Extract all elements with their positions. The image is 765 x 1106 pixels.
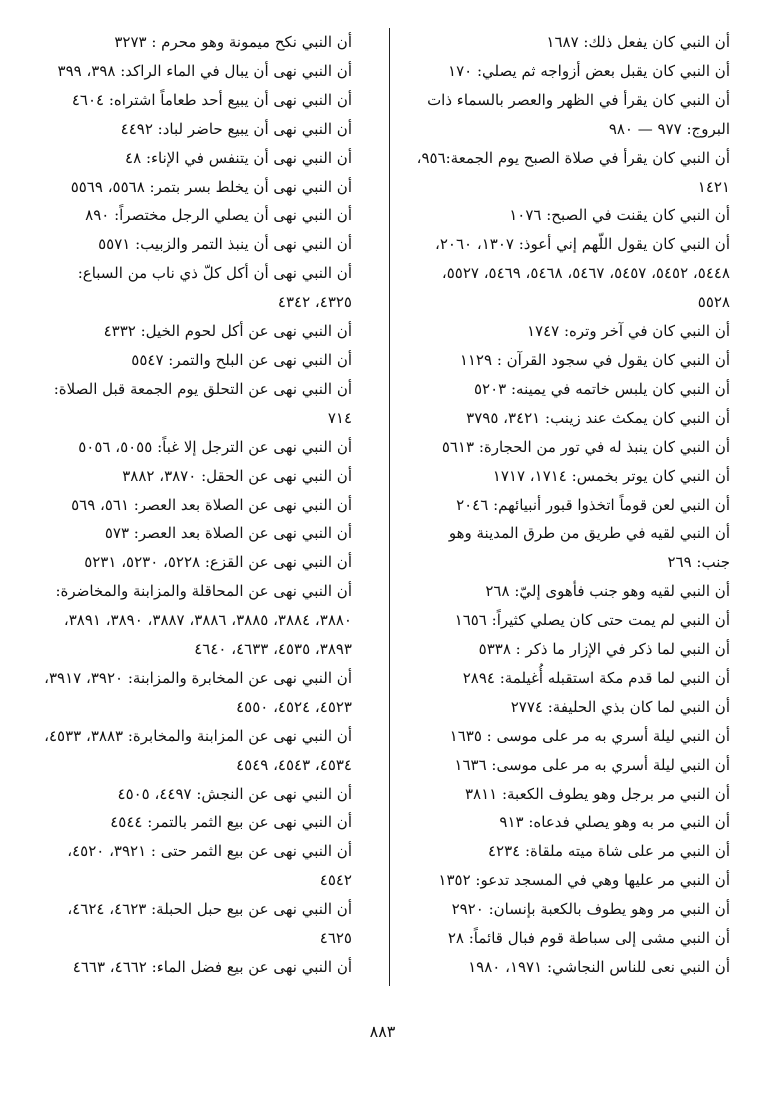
index-entry: أن النبي نهى عن المحاقلة والمزابنة والمخاضرة: ٣٨٨٠، ٣٨٨٤، ٣٨٨٥، ٣٨٨٦، ٣٨٨٧، ٣٨٩٠، ٣٨٩١، ٣٨٩٣، ٤٥٣٥، ٤٦٣٣، ٤٦٤٠: [55, 582, 352, 659]
index-entry: أن النبي نهى أن يبيع حاضر لباد: ٤٤٩٢: [120, 119, 352, 138]
index-entry: أن النبي لعن قوماً اتخذوا قبور أنبيائهم: ٢٠٤٦: [456, 495, 730, 514]
index-entry: أن النبي نهى أن ينبذ التمر والزبيب: ٥٥٧١: [98, 235, 352, 254]
index-entry: أن النبي كان في آخر وتره: ١٧٤٧: [526, 322, 730, 341]
left-column: [40, 28, 352, 982]
index-entry: أن النبي نهى عن بيع الثمر حتى : ٣٩٢١، ٤٥٢٠، ٤٥٤٢: [67, 842, 352, 890]
column-divider: [389, 28, 390, 986]
index-entry: أن النبي كان ينبذ له في تور من الحجارة: ٥٦١٣: [441, 437, 730, 456]
index-entry: أن النبي نهى أن يبيع أحد طعاماً اشتراه: ٤٦٠٤: [71, 90, 352, 109]
index-entry: أن النبي كان يمكث عند زينب: ٣٤٢١، ٣٧٩٥: [466, 408, 730, 427]
index-entry: أن النبي كان يقبل بعض أزواجه ثم يصلي: ١٧٠: [448, 61, 730, 80]
index-entry: أن النبي لما كان بذي الحليفة: ٢٧٧٤: [510, 697, 730, 716]
index-entry: أن النبي كان يفعل ذلك: ١٦٨٧: [546, 33, 730, 51]
index-entry: أن النبي كان يقول اللّهم إني أعوذ: ١٣٠٧، ٢٠٦٠، ٥٤٤٨، ٥٤٥٢، ٥٤٥٧، ٥٤٦٧، ٥٤٦٨، ٥٤٦٩، ٥٥٢٧، ٥٥٢٨: [435, 235, 730, 312]
index-entry: أن النبي لقيه وهو جنب فأهوى إليّ: ٢٦٨: [485, 582, 730, 601]
index-entry: أن النبي كان يقرأ في صلاة الصبح يوم الجمعة:٩٥٦، ١٤٢١: [416, 148, 730, 196]
index-entry: أن النبي كان يوتر بخمس: ١٧١٤، ١٧١٧: [492, 466, 730, 485]
index-entry: أن النبي نهى أن يصلي الرجل مختصراً: ٨٩٠: [85, 206, 352, 225]
index-entry: أن النبي مر به وهو يصلي فدعاه: ٩١٣: [499, 813, 730, 832]
index-entry: أن النبي مشى إلى سباطة قوم فبال قائماً: ٢٨: [447, 929, 730, 948]
index-entry: أن النبي نهى عن بيع الثمر بالتمر: ٤٥٤٤: [110, 813, 352, 832]
index-entry: أن النبي لما ذكر في الإزار ما ذكر : ٥٣٣٨: [478, 640, 730, 659]
page-number: ٨٨٣: [369, 1022, 396, 1041]
index-entry: أن النبي مر على شاة ميته ملقاة: ٤٢٣٤: [487, 842, 730, 861]
index-entry: أن النبي نهى عن البلح والتمر: ٥٥٤٧: [131, 350, 352, 369]
index-entry: أن النبي كان يلبس خاتمه في يمينه: ٥٢٠٣: [473, 379, 730, 398]
index-entry: أن النبي نهى عن الصلاة بعد العصر: ٥٦١، ٥٦٩: [71, 495, 352, 514]
index-entry: أن النبي نهى عن المزابنة والمخابرة: ٣٨٨٣، ٤٥٣٣، ٤٥٣٤، ٤٥٤٣، ٤٥٤٩: [44, 726, 352, 774]
index-entry: أن النبي نهى أن أكل كلّ ذي ناب من السباع: ٤٣٢٥، ٤٣٤٢: [77, 264, 352, 312]
index-entry: أن النبي كان يقول في سجود القرآن : ١١٢٩: [459, 350, 730, 369]
index-entry: أن النبي نهى أن يخلط بسر بتمر: ٥٥٦٨، ٥٥٦٩: [70, 177, 352, 196]
index-entry: أن النبي نهى عن النجش: ٤٤٩٧، ٤٥٠٥: [117, 784, 352, 803]
index-entry: أن النبي لم يمت حتى كان يصلي كثيراً: ١٦٥٦: [454, 611, 730, 630]
index-entry: أن النبي كان يقرأ في الظهر والعصر بالسماء ذات البروج: ٩٧٧ — ٩٨٠: [427, 90, 730, 138]
index-entry: أن النبي كان يقنت في الصبح: ١٠٧٦: [509, 206, 730, 225]
index-entry: أن النبي نهى عن الترجل إلا غباً: ٥٠٥٥، ٥٠٥٦: [78, 437, 352, 456]
index-entry: أن النبي نهى عن بيع حبل الحبلة: ٤٦٢٣، ٤٦٢٤، ٤٦٢٥: [67, 900, 352, 948]
right-column: [412, 28, 730, 982]
index-entry: أن النبي نهى عن الحقل: ٣٨٧٠، ٣٨٨٢: [122, 466, 352, 485]
index-entry: أن النبي نعى للناس النجاشي: ١٩٧١، ١٩٨٠: [468, 958, 730, 976]
index-entry: أن النبي نهى عن المخابرة والمزابنة: ٣٩٢٠، ٣٩١٧، ٤٥٢٣، ٤٥٢٤، ٤٥٥٠: [44, 668, 352, 716]
index-entry: أن النبي نكح ميمونة وهو محرم : ٣٢٧٣: [114, 33, 352, 51]
index-entry: أن النبي نهى عن أكل لحوم الخيل: ٤٣٣٢: [103, 322, 352, 341]
index-entry: أن النبي مر وهو يطوف بالكعبة بإنسان: ٢٩٢٠: [451, 900, 730, 919]
index-entry: أن النبي نهى عن بيع فضل الماء: ٤٦٦٢، ٤٦٦٣: [72, 958, 352, 976]
index-entry: أن النبي ليلة أسري به مر على موسى : ١٦٣٥: [449, 726, 730, 745]
index-entry: أن النبي لقيه في طريق من طرق المدينة وهو جنب: ٢٦٩: [448, 524, 730, 572]
index-entry: أن النبي مر عليها وهي في المسجد تدعو: ١٣٥٢: [438, 871, 730, 890]
index-page: [40, 28, 730, 988]
index-entry: أن النبي نهى عن التحلق يوم الجمعة قبل الصلاة: ٧١٤: [53, 379, 352, 427]
index-entry: أن النبي نهى أن يبال في الماء الراكد: ٣٩٨، ٣٩٩: [57, 61, 352, 80]
index-entry: أن النبي لما قدم مكة استقبله أُغيلمة: ٢٨٩٤: [462, 668, 730, 687]
index-entry: أن النبي نهى أن يتنفس في الإناء: ٤٨: [125, 148, 352, 167]
index-entry: أن النبي مر برجل وهو يطوف الكعبة: ٣٨١١: [464, 784, 730, 803]
index-entry: أن النبي نهى عن القزع: ٥٢٢٨، ٥٢٣٠، ٥٢٣١: [84, 553, 352, 572]
index-entry: أن النبي نهى عن الصلاة بعد العصر: ٥٧٣: [104, 524, 352, 543]
index-entry: أن النبي ليلة أسري به مر على موسى: ١٦٣٦: [454, 755, 730, 774]
